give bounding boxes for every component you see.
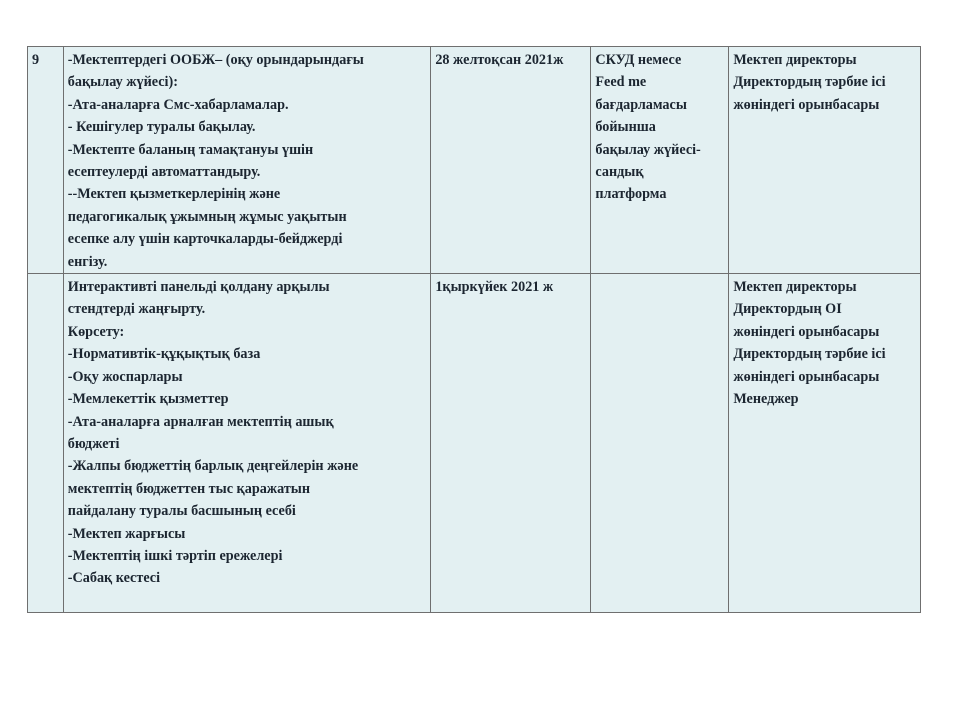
content-line: -Мектепте баланың тамақтануы үшін (67, 141, 314, 158)
tool-line: Feed me (595, 74, 647, 91)
content-cell (63, 47, 431, 274)
tool-line: сандық (595, 164, 644, 181)
content-line: есептеулерді автоматтандыру. (67, 164, 261, 181)
responsible-line: жөніндегі орынбасары (733, 96, 880, 113)
responsible-line: Директордың тәрбие ісі (733, 74, 886, 91)
responsible-line: Менеджер (733, 391, 799, 408)
tool-line: платформа (595, 186, 667, 203)
responsible-line: Директордың ОІ (733, 301, 842, 318)
responsible-cell (729, 274, 921, 613)
content-line: -Сабақ кестесі (67, 570, 161, 587)
date-cell: 1қыркүйек 2021 ж (431, 274, 591, 613)
content-line: мектептің бюджеттен тыс қаражатын (67, 480, 311, 497)
content-line: стендтерді жаңғырту. (67, 301, 206, 318)
tool-line: бағдарламасы (595, 96, 687, 113)
row-number-cell: 9 (28, 47, 64, 274)
content-line: енгізу. (67, 253, 108, 270)
content-line: бюджеті (67, 435, 120, 452)
content-line: Интерактивті панельді қолдану арқылы (67, 279, 330, 296)
row-number-cell (28, 274, 64, 613)
content-line: -Оқу жоспарлары (67, 368, 183, 385)
content-line: -Жалпы бюджеттің барлық деңгейлерін және (67, 458, 359, 475)
content-line: -Мектептің ішкі тәртіп ережелері (67, 547, 283, 564)
content-line: -Мектептердегі ООБЖ– (оқу орындарындағы (67, 52, 364, 68)
content-line: пайдалану туралы басшының есебі (67, 503, 296, 520)
tool-cell (591, 274, 729, 613)
content-line: -Ата-аналарға арналған мектептің ашық (67, 413, 334, 430)
tool-cell (591, 47, 729, 274)
content-line: бақылау жүйесі): (67, 74, 178, 91)
responsible-cell (729, 47, 921, 274)
content-line: педагогикалық ұжымның жұмыс уақытын (67, 208, 347, 225)
responsible-line: Мектеп директоры (733, 279, 857, 296)
responsible-line: Директордың тәрбие ісі (733, 346, 886, 363)
plan-table (27, 46, 921, 613)
responsible-line: жөніндегі орынбасары (733, 323, 880, 340)
responsible-line: Мектеп директоры (733, 52, 857, 68)
content-line: -Мемлекеттік қызметтер (67, 391, 229, 408)
content-line: Көрсету: (67, 323, 125, 340)
content-cell (63, 274, 431, 613)
date-cell: 28 желтоқсан 2021ж (431, 47, 591, 274)
table-row (28, 274, 921, 613)
content-line: - Кешігулер туралы бақылау. (67, 119, 256, 136)
content-line: -Мектеп жарғысы (67, 525, 186, 542)
tool-line: бойынша (595, 119, 656, 136)
tool-line: бақылау жүйесі- (595, 141, 701, 158)
table-row (28, 47, 921, 274)
content-line: -Нормативтік-құқықтық база (67, 346, 261, 363)
content-line: есепке алу үшін карточкаларды-бейджердi (67, 231, 343, 248)
tool-line: СКУД немесе (595, 52, 682, 68)
content-line: -Ата-аналарға Смс-хабарламалар. (67, 96, 289, 113)
content-line: --Мектеп қызметкерлерінің және (67, 186, 281, 203)
responsible-line: жөніндегі орынбасары (733, 368, 880, 385)
